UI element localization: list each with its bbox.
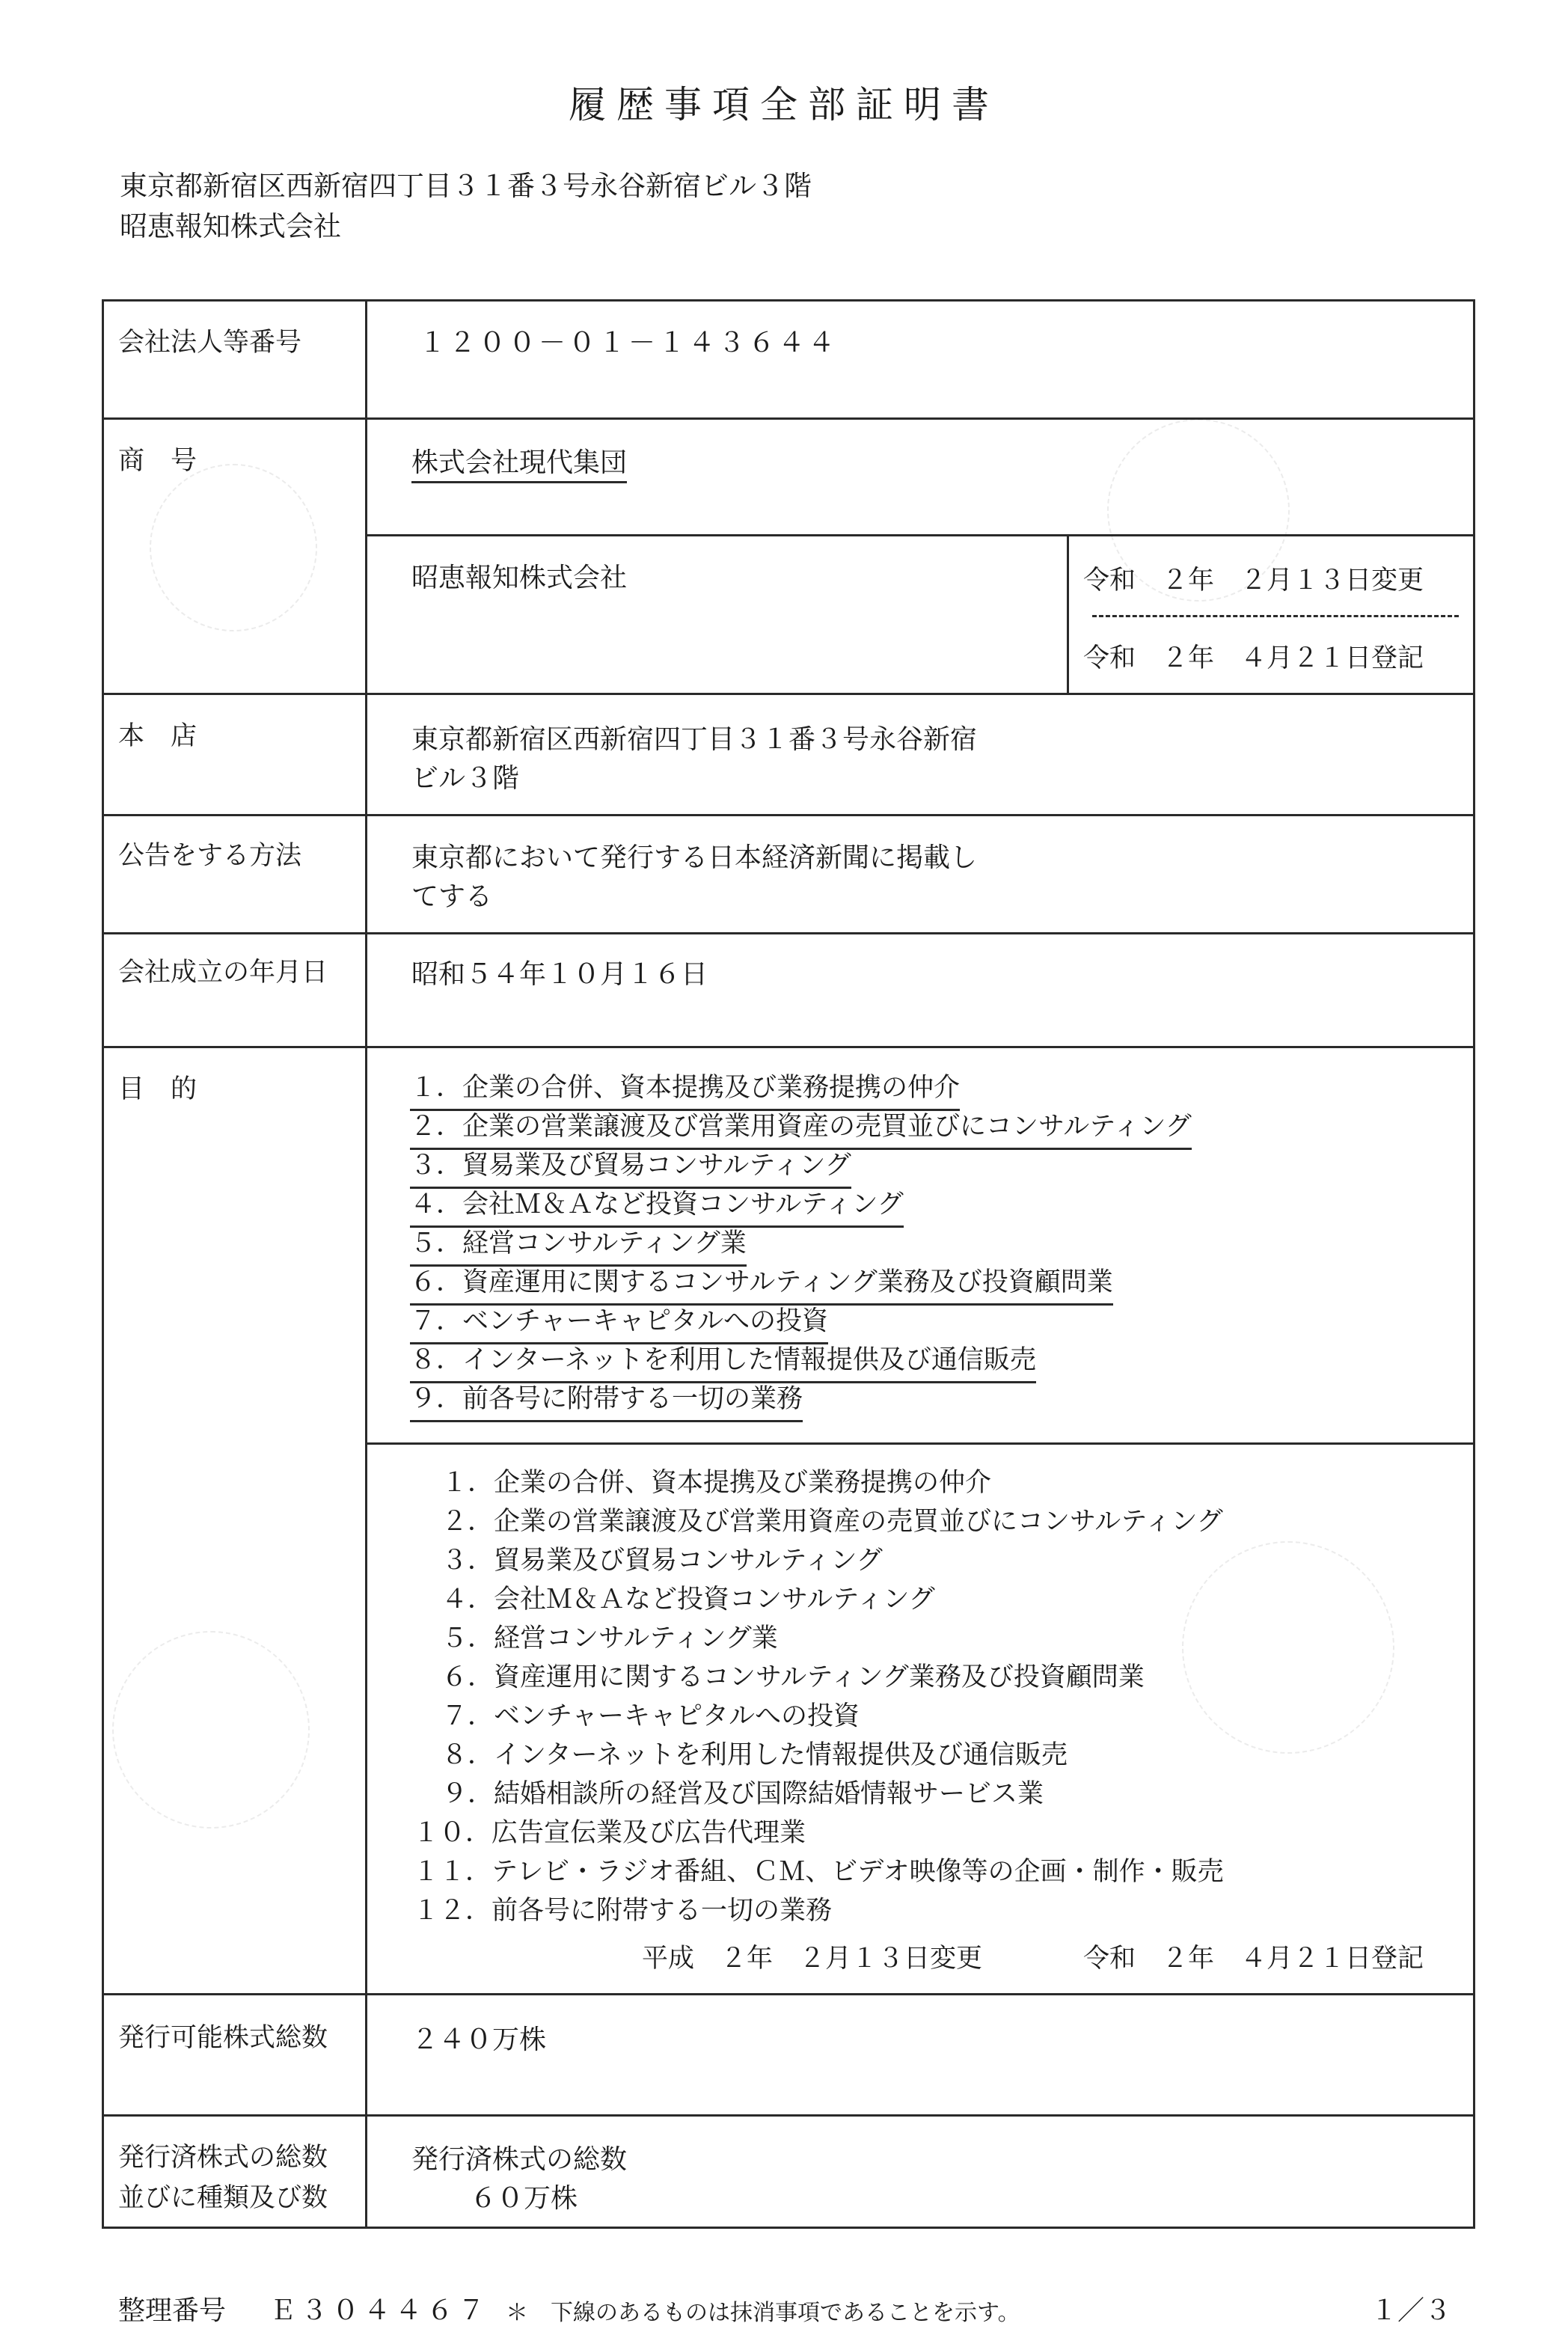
purpose-label: 目 的	[118, 1074, 197, 1104]
trade-name-new: 昭恵報知株式会社	[411, 563, 628, 593]
purpose-old-item: ５．経営コンサルティング業	[410, 1224, 747, 1267]
purpose-new-item: ６．資産運用に関するコンサルティング業務及び投資顧問業	[441, 1662, 1145, 1692]
purpose-new-item: １．企業の合併、資本提携及び業務提携の仲介	[441, 1468, 992, 1498]
purpose-new-item: ９．結婚相談所の経営及び国際結婚情報サービス業	[441, 1779, 1044, 1809]
reference-number: Ｅ３０４４６７	[269, 2295, 490, 2326]
head-office-line2: ビル３階	[411, 763, 520, 794]
authorized-shares-value: ２４０万株	[411, 2025, 547, 2055]
header-company: 昭恵報知株式会社	[120, 210, 341, 242]
purpose-old-item: ７．ベンチャーキャピタルへの投資	[410, 1302, 828, 1344]
purpose-old-item: ６．資産運用に関するコンサルティング業務及び投資顧問業	[410, 1263, 1113, 1306]
notice-method-line1: 東京都において発行する日本経済新聞に掲載し	[411, 842, 978, 873]
purpose-old-item: ３．貿易業及び貿易コンサルティング	[410, 1146, 851, 1189]
purpose-new-item: ５．経営コンサルティング業	[441, 1624, 778, 1653]
purpose-new-item: １０．広告宣伝業及び広告代理業	[413, 1818, 806, 1848]
watermark-pattern	[150, 464, 317, 631]
purpose-new-item: ４．会社Ｍ＆Ａなど投資コンサルティング	[441, 1585, 935, 1615]
purpose-changed: 平成 ２年 ２月１３日変更	[642, 1944, 983, 1974]
purpose-new-item: ８．インターネットを利用した情報提供及び通信販売	[441, 1740, 1068, 1770]
head-office-label: 本 店	[118, 721, 197, 751]
purpose-old-item: ９．前各号に附帯する一切の業務	[410, 1380, 803, 1422]
underline-note: ＊ 下線のあるものは抹消事項であることを示す。	[506, 2300, 1020, 2326]
issued-shares-label: 発行済株式の総数	[118, 2143, 328, 2173]
document-title: 履歴事項全部証明書	[569, 83, 999, 126]
purpose-old-item: １．企業の合併、資本提携及び業務提携の仲介	[410, 1068, 960, 1111]
trade-name-old: 株式会社現代集団	[411, 441, 627, 483]
purpose-new-item: １１．テレビ・ラジオ番組、ＣＭ、ビデオ映像等の企画・制作・販売	[413, 1857, 1224, 1887]
purpose-old-item: ８．インターネットを利用した情報提供及び通信販売	[410, 1341, 1036, 1383]
notice-method-line2: てする	[411, 881, 493, 912]
purpose-new-item: ３．貿易業及び貿易コンサルティング	[441, 1546, 883, 1576]
purpose-new-item: １２．前各号に附帯する一切の業務	[413, 1896, 833, 1926]
issued-shares-count: ６０万株	[470, 2183, 578, 2214]
trade-name-registered: 令和 ２年 ４月２１日登記	[1083, 643, 1424, 673]
notice-method-label: 公告をする方法	[118, 841, 302, 871]
reference-label: 整理番号	[118, 2295, 227, 2326]
header-address: 東京都新宿区西新宿四丁目３１番３号永谷新宿ビル３階	[120, 170, 812, 202]
issued-shares-value: 発行済株式の総数	[411, 2144, 628, 2175]
watermark-pattern	[1182, 1541, 1394, 1754]
corp-number-label: 会社法人等番号	[118, 328, 302, 358]
trade-name-label: 商 号	[118, 446, 197, 476]
authorized-shares-label: 発行可能株式総数	[118, 2023, 328, 2053]
established-value: 昭和５４年１０月１６日	[411, 959, 708, 990]
established-label: 会社成立の年月日	[118, 958, 328, 988]
purpose-old-item: ４．会社Ｍ＆Ａなど投資コンサルティング	[410, 1185, 904, 1228]
purpose-new-item: ７．ベンチャーキャピタルへの投資	[441, 1701, 860, 1731]
corp-number-value: １２００－０１－１４３６４４	[419, 328, 839, 358]
trade-name-changed: 令和 ２年 ２月１３日変更	[1083, 566, 1424, 596]
issued-shares-label: 並びに種類及び数	[118, 2183, 328, 2213]
purpose-new-item: ２．企業の営業譲渡及び営業用資産の売買並びにコンサルティング	[441, 1507, 1223, 1537]
watermark-pattern	[112, 1631, 310, 1829]
purpose-old-item: ２．企業の営業譲渡及び営業用資産の売買並びにコンサルティング	[410, 1107, 1192, 1150]
head-office-line1: 東京都新宿区西新宿四丁目３１番３号永谷新宿	[411, 724, 978, 755]
purpose-registered: 令和 ２年 ４月２１日登記	[1083, 1944, 1424, 1974]
page-number: １／３	[1371, 2295, 1452, 2326]
